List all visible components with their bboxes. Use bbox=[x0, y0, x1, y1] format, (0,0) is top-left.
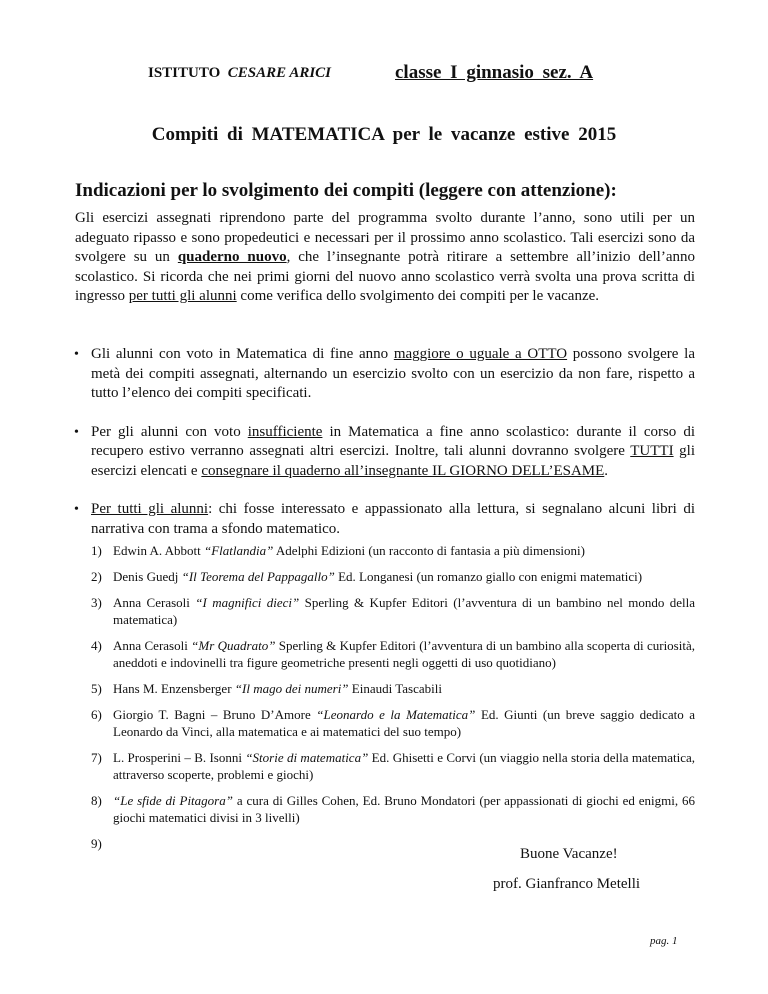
emphasis-all-students: per tutti gli alunni bbox=[128, 288, 237, 304]
book-title: “Le sfide di Pitagora” bbox=[113, 793, 233, 808]
book-title: “Storie di matematica” bbox=[245, 750, 369, 765]
book-item: 3) Anna Cerasoli “I magnifici dieci” Sperling & Kupfer Editori (l’avventura di un bambino nel mondo della matematica) bbox=[91, 595, 695, 627]
header bbox=[0, 62, 768, 86]
instructions-list bbox=[75, 345, 695, 539]
book-title: “Il mago dei numeri” bbox=[234, 681, 349, 696]
closing-greeting: Buone Vacanze! bbox=[520, 846, 618, 862]
book-item: 4) Anna Cerasoli “Mr Quadrato” Sperling & Kupfer Editori (l’avventura di un bambino alla scoperta di curiosità, aneddoti e indovinelli tra figure geometriche presenti negli oggetti di uso quotidiano) bbox=[91, 638, 695, 670]
book-title: “I magnifici dieci” bbox=[195, 595, 300, 610]
book-list: 1) Edwin A. Abbott “Flatlandia” Adelphi Edizioni (un racconto di fantasia a più dimensioni) 2) Denis Guedj “Il Teorema del Pappagallo” Ed. Longanesi (un romanzo giallo con enigmi matematici) 3) Anna Cerasoli “I magnifici dieci” Sperling & Kupfer Editori (l’avventura di un bambino nel mondo della matematica) 4) Anna Cerasoli “Mr Quadrato” Sperling & Kupfer Editori (l’avventura di un bambino alla scoperta di curiosità, aneddoti e indovinelli tra figure geometriche presenti negli oggetti di uso quotidiano) 5) Hans M. Enzensberger “Il mago dei numeri” Einaudi Tascabili 6) Giorgio T. Bagni – Bruno D’Amore “Leonardo e la Matematica” Ed. Giunti (un breve saggio dedicato a Leonardo da Vinci, alla matematica e ai matematici del suo tempo) 7) L. Prosperini – B. Isonni “Storie di matematica” Ed. Ghisetti e Corvi (un viaggio nella storia della matematica, attraverso scoperte, problemi e giochi) 8) “Le sfide di Pitagora” a cura di Gilles Cohen, Ed. Bruno Mondatori (per appassionati di giochi ed enigmi, 66 giochi matematici divisi in 3 livelli) 9) bbox=[91, 543, 696, 851]
list-item: • Per gli alunni con voto insufficiente in Matematica a fine anno scolastico: durante il corso di recupero estivo verranno assegnati altri esercizi. Inoltre, tali alunni dovranno svolgere TUTTI gli esercizi elencati e consegnare il quaderno all’insegnante IL GIORNO DELL’ESAME. bbox=[74, 423, 695, 479]
list-item: • Gli alunni con voto in Matematica di fine anno maggiore o uguale a OTTO possono svolgere la metà dei compiti assegnati, alternando un esercizio svolto con un esercizio da non fare, rispetto a tutto l’elenco dei compiti specificati. bbox=[74, 346, 695, 401]
bullet-icon: • bbox=[74, 424, 79, 440]
list-item: • Per tutti gli alunni: chi fosse interessato e appassionato alla lettura, si segnalano alcuni libri di narrativa con trama a sfondo matematico. bbox=[74, 501, 695, 537]
institute-prefix: ISTITUTO bbox=[148, 65, 221, 81]
book-item: 2) Denis Guedj “Il Teorema del Pappagallo” Ed. Longanesi (un romanzo giallo con enigmi matematici) bbox=[91, 569, 643, 584]
section-heading: Indicazioni per lo svolgimento dei compiti (leggere con attenzione): bbox=[75, 180, 617, 201]
book-title: “Leonardo e la Matematica” bbox=[316, 707, 476, 722]
book-item: 1) Edwin A. Abbott “Flatlandia” Adelphi Edizioni (un racconto di fantasia a più dimensioni) bbox=[91, 543, 585, 558]
book-item: 6) Giorgio T. Bagni – Bruno D’Amore “Leonardo e la Matematica” Ed. Giunti (un breve saggio dedicato a Leonardo da Vinci, alla matematica e ai matematici del suo tempo) bbox=[91, 707, 696, 739]
bullet-icon: • bbox=[74, 502, 79, 517]
book-title: “Il Teorema del Pappagallo” bbox=[181, 569, 335, 584]
signature: prof. Gianfranco Metelli bbox=[493, 876, 641, 892]
book-item: 8) “Le sfide di Pitagora” a cura di Gilles Cohen, Ed. Bruno Mondatori (per appassionati di giochi ed enigmi, 66 giochi matematici divisi in 3 livelli) bbox=[91, 793, 695, 825]
book-item: 5) Hans M. Enzensberger “Il mago dei numeri” Einaudi Tascabili bbox=[91, 681, 442, 696]
institute-label bbox=[148, 65, 331, 82]
book-title: “Mr Quadrato” bbox=[191, 638, 276, 653]
page-number: pag. 1 bbox=[650, 935, 678, 947]
book-item: 7) L. Prosperini – B. Isonni “Storie di matematica” Ed. Ghisetti e Corvi (un viaggio nella storia della matematica, attraverso scoperte, problemi e giochi) bbox=[91, 750, 695, 782]
book-title: “Flatlandia” bbox=[204, 543, 274, 558]
emphasis-new-notebook: quaderno nuovo bbox=[177, 249, 287, 265]
intro-paragraph: Gli esercizi assegnati riprendono parte del programma svolto durante l’anno, sono utili per un adeguato ripasso e sono propedeutici e necessari per il prossimo anno scolastico. Tali esercizi sono da svolgere su un quaderno nuovo, che l’insegnante potrà ritirare a settembre all’inizio dell’anno scolastico. Si ricorda che nei primi giorni del nuovo anno scolastico verrà svolta una prova scritta di ingresso per tutti gli alunni come verifica dello svolgimento dei compiti per le vacanze. bbox=[75, 210, 696, 304]
institute-name: CESARE ARICI bbox=[227, 65, 332, 81]
bullet-icon: • bbox=[74, 347, 79, 362]
class-label: classe I ginnasio sez. A bbox=[395, 62, 594, 83]
document-title: Compiti di MATEMATICA per le vacanze estive 2015 bbox=[151, 124, 617, 145]
